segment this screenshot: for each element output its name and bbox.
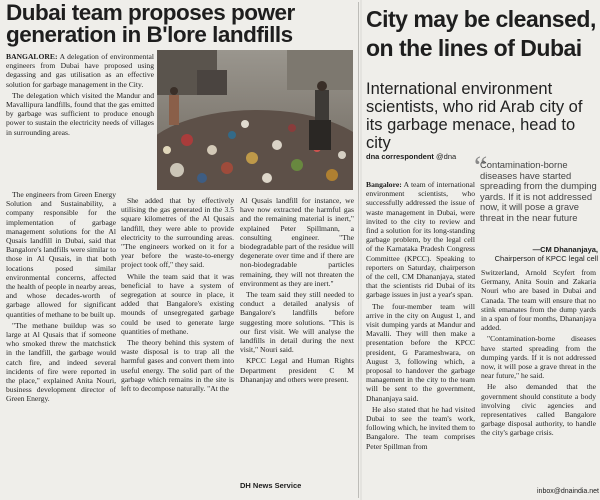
right-article-clipping	[362, 0, 600, 500]
left-col1-lower	[6, 190, 116, 498]
left-col2	[121, 196, 234, 498]
left-col2-paragraph-2: While the team said that it was beneficial to have a system of segregation at source in place, it added that Bangalore's existing mounds of unsegregated garbage could be used to generate large quantities of methane.	[121, 271, 234, 336]
left-headline-line2: generation in B'lore landfills	[6, 22, 293, 47]
right-deck: International environment scientists, who rid Arab city of its garbage menace, head to city	[366, 80, 583, 152]
left-col3-paragraph-1: Al Qusais landfill for instance, we have now extracted the harmful gas and the remaining material is inert," explained Peter Spillmann, a consulting engineer. "The biodegradable part of the residue will degenerate over time and if there are non-biodegradable particles remaining, they will not threaten the environment as they are inert."	[240, 196, 354, 288]
contact-email[interactable]: inbox@dnaindia.net	[537, 488, 599, 495]
left-col3-paragraph-2: The team said they still needed to conduct a detailed analysis of Bangalore's landfills before suggesting more solutions. "This is our first visit. We will analyse the landfills in detail during the next visit," Nouri said.	[240, 290, 354, 355]
left-lede: A delegation of environmental engineers from Dubai have proposed using degassing and gas utilisation as an effective solution for garbage management in the City.	[6, 52, 154, 89]
pullquote-attr-title: Chairperson of KPCC legal cell	[494, 254, 598, 263]
right-col2-paragraph-2: "Contamination-borne diseases have started spreading from the dumping yards. If it is not addressed now, it will pose a grave threat in the near future," he said.	[481, 334, 596, 381]
left-col2-paragraph-1: She added that by effectively utilising the gas generated in the 3.5 square kilometres of the Al Qusais landfill, they were able to provide electricity to the surrounding areas. "The engineers worked on it for a year before the waste-to-energy project took off," they said.	[121, 196, 234, 270]
left-col1-paragraph-3: The engineers from Green Energy Solution and Sustainability, a company responsible for the implementation of garbage management solutions for the Al Qusais landfill in Dubai, said that Bangalore's landfills were similar to those in Al Qusais, in that both locations posed similar environmental concerns, affected the health of people in nearby areas, and whose decades-worth of garbage allowed for significant quantities of methane to be built up.	[6, 190, 116, 319]
left-headline-line1: Dubai team proposes power	[6, 0, 295, 25]
right-dateline: Bangalore:	[366, 180, 402, 189]
right-col1-paragraph-3: He also stated that he had visited Dubai to see the team's work, following which, he invited them to Bangalore. The team comprises Peter Spillman from	[366, 404, 475, 451]
right-col2-paragraph-3: He also demanded that the government should constitute a body involving civic agencies and representatives called Bangalore garbage disposal authority, to handle the city's garbage crisis.	[481, 382, 596, 438]
left-col1-paragraph-2: The delegation which visited the Mandur and Mavallipura landfills, found that the gas emitted by garbage was sufficient to produce enough power to sustain the electricity needs of villages in surrounding areas.	[6, 90, 154, 137]
landfill-photo-image	[157, 50, 353, 190]
right-col1-paragraph-2: The four-member team will arrive in the city on August 1, and visit dumping yards at Mandur and Mavalli. They will then make a presentation before the KPCC president, G Parameshwara, on August 3, following which, a proposal to handover the garbage management in the city to the team will be sent to the government, Dhananjaya said.	[366, 301, 475, 403]
pullquote-attribution	[480, 245, 598, 263]
right-byline	[366, 152, 456, 161]
page-divider	[358, 2, 359, 498]
right-col2-paragraph-1: Switzerland, Arnold Scyfert from Germany, Anita Souin and Zakaria Nouri who are based in Dubai and Canada. The team will ensure that no stink emanates from the dump yards in a span of four months, Dhananjaya added.	[481, 268, 596, 333]
pullquote: Contamination-borne diseases have started spreading from the dumping yards. If it is not addressed now, it will pose a grave threat in the near future	[480, 159, 597, 223]
byline-name: dna correspondent	[366, 152, 434, 161]
left-news-credit: DH News Service	[240, 481, 302, 490]
left-col3	[240, 196, 354, 478]
right-headline-line1: City may be cleansed,	[366, 6, 596, 32]
right-headline-line2: on the lines of Dubai	[366, 35, 582, 61]
byline-handle: @dna	[436, 152, 457, 161]
landfill-photo	[157, 50, 353, 190]
left-col1-upper	[6, 52, 154, 190]
left-col3-paragraph-3: KPCC Legal and Human Rights Department president C M Dhananjay and others were present.	[240, 356, 354, 384]
left-col2-paragraph-3: The theory behind this system of waste disposal is to trap all the harmful gases and convert them into useful energy. The solid part of the garbage which remains in the site is left to decompose naturally. "At the	[121, 338, 234, 394]
quote-mark-icon: “	[474, 150, 488, 183]
left-col1-paragraph-4: "The methane buildup was so large at Al Qusais that if someone who smoked threw the matchstick in the landfill, the garbage would catch fire, and indeed several incidents of fire were reported in the place," explained Anita Nouri, business development director of Green Energy.	[6, 320, 116, 404]
right-col1-paragraph-1: A team of international environment scientists, who successfully addressed the issue of waste management in Dubai, were invited to the city to review and find a solution for its long-standing garbage problem, by the legal cell of the Karnataka Pradesh Congress Committee (KPCC). Speaking to reporters on Saturday, chairperson of the cell, CM Dhananjaya, stated that the scientists rid Dubai of its garbage issues in just a year's span.	[366, 180, 475, 300]
right-col2	[481, 268, 596, 482]
left-dateline: BANGALORE:	[6, 52, 58, 61]
right-col1	[366, 180, 475, 498]
pullquote-attr-name: —CM Dhananjaya,	[532, 245, 598, 254]
